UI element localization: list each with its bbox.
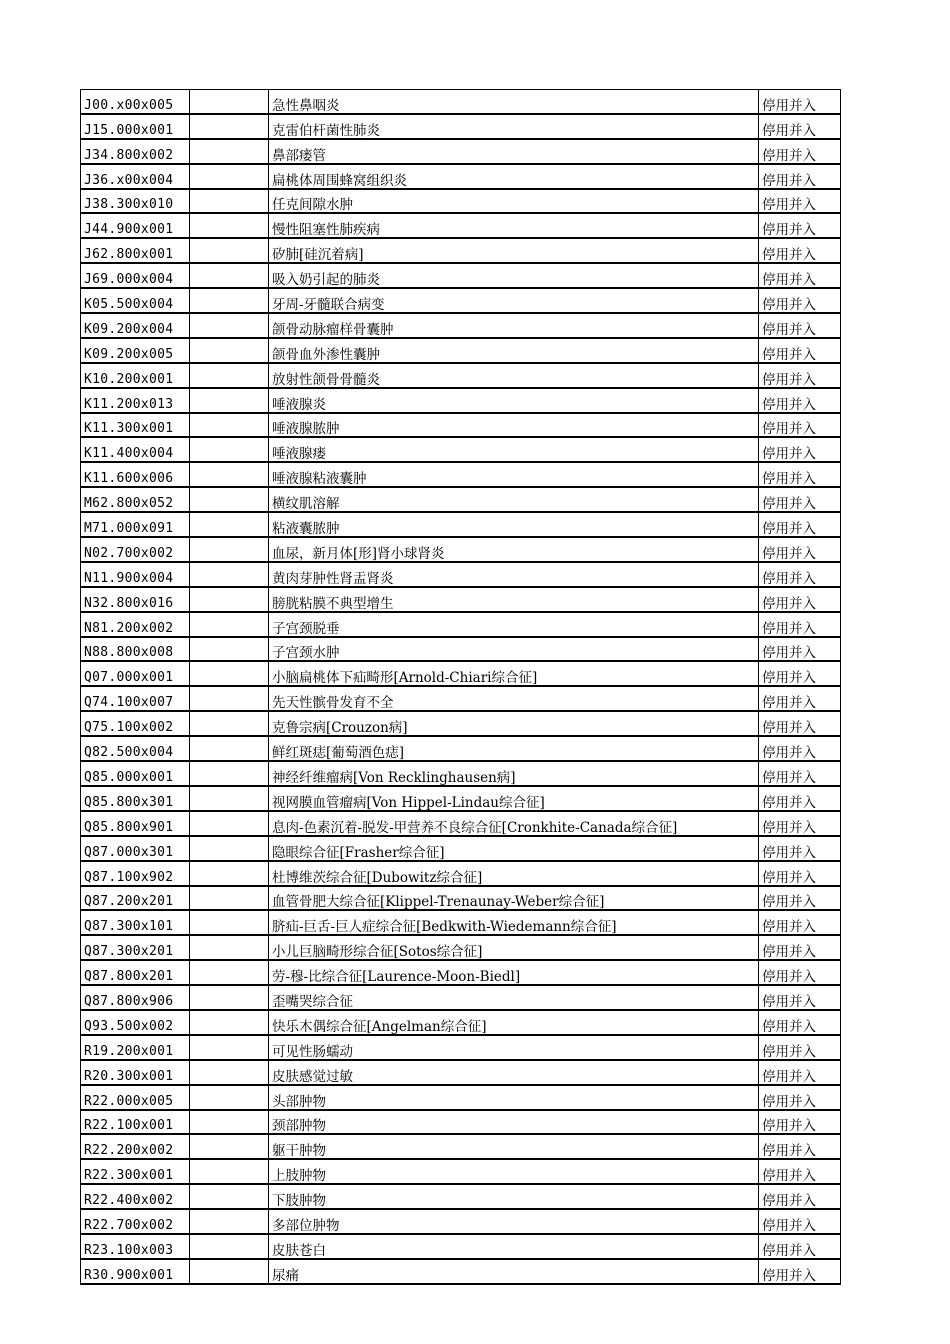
table-row bbox=[81, 711, 841, 736]
table-row bbox=[81, 736, 841, 761]
cell-code: N02.700x002 bbox=[81, 537, 190, 562]
cell-status: 停用并入 bbox=[759, 637, 841, 662]
cell-diagnosis-name: 可见性肠蠕动 bbox=[269, 1035, 759, 1060]
cell-status: 停用并入 bbox=[759, 1234, 841, 1259]
cell-diagnosis-name: 血尿，新月体[形]肾小球肾炎 bbox=[269, 537, 759, 562]
cell-blank bbox=[190, 90, 269, 114]
cell-code: R20.300x001 bbox=[81, 1060, 190, 1085]
table-row bbox=[81, 1035, 841, 1060]
cell-diagnosis-name: 唾液腺粘液囊肿 bbox=[269, 462, 759, 487]
table-row bbox=[81, 836, 841, 861]
cell-diagnosis-name: 息肉-色素沉着-脱发-甲营养不良综合征[Cronkhite-Canada综合征] bbox=[269, 811, 759, 836]
cell-status: 停用并入 bbox=[759, 189, 841, 214]
cell-status: 停用并入 bbox=[759, 562, 841, 587]
cell-diagnosis-name: 横纹肌溶解 bbox=[269, 487, 759, 512]
cell-blank bbox=[190, 836, 269, 861]
cell-blank bbox=[190, 1060, 269, 1085]
cell-blank bbox=[190, 313, 269, 338]
cell-status: 停用并入 bbox=[759, 736, 841, 761]
table-body bbox=[81, 90, 841, 1284]
cell-blank bbox=[190, 512, 269, 537]
cell-diagnosis-name: 多部位肿物 bbox=[269, 1209, 759, 1234]
cell-diagnosis-name: 唾液腺炎 bbox=[269, 388, 759, 413]
cell-diagnosis-name: 歪嘴哭综合征 bbox=[269, 985, 759, 1010]
cell-code: R19.200x001 bbox=[81, 1035, 190, 1060]
table-row bbox=[81, 139, 841, 164]
cell-status: 停用并入 bbox=[759, 487, 841, 512]
cell-diagnosis-name: 视网膜血管瘤病[Von Hippel-Lindau综合征] bbox=[269, 786, 759, 811]
cell-code: J15.000x001 bbox=[81, 114, 190, 139]
cell-diagnosis-name: 任克间隙水肿 bbox=[269, 189, 759, 214]
table-row bbox=[81, 462, 841, 487]
cell-code: J38.300x010 bbox=[81, 189, 190, 214]
cell-status: 停用并入 bbox=[759, 1259, 841, 1284]
cell-status: 停用并入 bbox=[759, 836, 841, 861]
cell-code: Q87.800x906 bbox=[81, 985, 190, 1010]
cell-code: R22.100x001 bbox=[81, 1110, 190, 1135]
cell-code: Q07.000x001 bbox=[81, 661, 190, 686]
cell-diagnosis-name: 吸入奶引起的肺炎 bbox=[269, 263, 759, 288]
table-row bbox=[81, 164, 841, 189]
cell-status: 停用并入 bbox=[759, 686, 841, 711]
table-row bbox=[81, 935, 841, 960]
cell-diagnosis-name: 小脑扁桃体下疝畸形[Arnold-Chiari综合征] bbox=[269, 661, 759, 686]
table-row bbox=[81, 761, 841, 786]
cell-blank bbox=[190, 338, 269, 363]
cell-blank bbox=[190, 612, 269, 637]
cell-code: Q87.300x101 bbox=[81, 910, 190, 935]
cell-diagnosis-name: 粘液囊脓肿 bbox=[269, 512, 759, 537]
cell-blank bbox=[190, 562, 269, 587]
cell-code: Q82.500x004 bbox=[81, 736, 190, 761]
cell-status: 停用并入 bbox=[759, 1159, 841, 1184]
cell-status: 停用并入 bbox=[759, 661, 841, 686]
cell-blank bbox=[190, 114, 269, 139]
cell-diagnosis-name: 慢性阻塞性肺疾病 bbox=[269, 213, 759, 238]
cell-blank bbox=[190, 1110, 269, 1135]
cell-code: Q87.300x201 bbox=[81, 935, 190, 960]
table-row bbox=[81, 213, 841, 238]
cell-status: 停用并入 bbox=[759, 1035, 841, 1060]
cell-diagnosis-name: 皮肤感觉过敏 bbox=[269, 1060, 759, 1085]
cell-code: K11.600x006 bbox=[81, 462, 190, 487]
cell-diagnosis-name: 隐眼综合征[Frasher综合征] bbox=[269, 836, 759, 861]
cell-code: Q85.800x301 bbox=[81, 786, 190, 811]
cell-status: 停用并入 bbox=[759, 1010, 841, 1035]
cell-blank bbox=[190, 363, 269, 388]
cell-diagnosis-name: 急性鼻咽炎 bbox=[269, 90, 759, 114]
cell-code: J36.x00x004 bbox=[81, 164, 190, 189]
cell-code: R30.900x001 bbox=[81, 1259, 190, 1284]
cell-diagnosis-name: 下肢肿物 bbox=[269, 1184, 759, 1209]
cell-status: 停用并入 bbox=[759, 886, 841, 911]
cell-status: 停用并入 bbox=[759, 612, 841, 637]
cell-code: M62.800x052 bbox=[81, 487, 190, 512]
cell-code: K11.200x013 bbox=[81, 388, 190, 413]
cell-status: 停用并入 bbox=[759, 462, 841, 487]
diagnosis-code-table bbox=[80, 89, 841, 1285]
cell-code: K10.200x001 bbox=[81, 363, 190, 388]
cell-code: Q85.800x901 bbox=[81, 811, 190, 836]
cell-status: 停用并入 bbox=[759, 537, 841, 562]
cell-code: N11.900x004 bbox=[81, 562, 190, 587]
cell-diagnosis-name: 唾液腺脓肿 bbox=[269, 413, 759, 438]
cell-status: 停用并入 bbox=[759, 213, 841, 238]
table-row bbox=[81, 90, 841, 114]
table-row bbox=[81, 1259, 841, 1284]
table-row bbox=[81, 686, 841, 711]
table-row bbox=[81, 786, 841, 811]
cell-status: 停用并入 bbox=[759, 861, 841, 886]
cell-status: 停用并入 bbox=[759, 1060, 841, 1085]
table-row bbox=[81, 238, 841, 263]
table-row bbox=[81, 1184, 841, 1209]
table-row bbox=[81, 1134, 841, 1159]
cell-blank bbox=[190, 487, 269, 512]
cell-blank bbox=[190, 238, 269, 263]
cell-status: 停用并入 bbox=[759, 288, 841, 313]
cell-diagnosis-name: 子宫颈脱垂 bbox=[269, 612, 759, 637]
cell-status: 停用并入 bbox=[759, 164, 841, 189]
cell-blank bbox=[190, 1010, 269, 1035]
table-row bbox=[81, 910, 841, 935]
cell-blank bbox=[190, 164, 269, 189]
cell-status: 停用并入 bbox=[759, 960, 841, 985]
cell-diagnosis-name: 子宫颈水肿 bbox=[269, 637, 759, 662]
cell-status: 停用并入 bbox=[759, 1085, 841, 1110]
cell-code: N32.800x016 bbox=[81, 587, 190, 612]
cell-blank bbox=[190, 388, 269, 413]
cell-code: J62.800x001 bbox=[81, 238, 190, 263]
cell-blank bbox=[190, 1259, 269, 1284]
table-row bbox=[81, 562, 841, 587]
cell-status: 停用并入 bbox=[759, 1209, 841, 1234]
cell-status: 停用并入 bbox=[759, 338, 841, 363]
cell-diagnosis-name: 颌骨血外渗性囊肿 bbox=[269, 338, 759, 363]
cell-diagnosis-name: 头部肿物 bbox=[269, 1085, 759, 1110]
table-row bbox=[81, 1010, 841, 1035]
cell-blank bbox=[190, 736, 269, 761]
cell-status: 停用并入 bbox=[759, 786, 841, 811]
cell-blank bbox=[190, 437, 269, 462]
table-row bbox=[81, 587, 841, 612]
cell-blank bbox=[190, 686, 269, 711]
cell-blank bbox=[190, 213, 269, 238]
cell-status: 停用并入 bbox=[759, 363, 841, 388]
cell-blank bbox=[190, 1134, 269, 1159]
cell-blank bbox=[190, 935, 269, 960]
table-row bbox=[81, 413, 841, 438]
cell-blank bbox=[190, 139, 269, 164]
cell-code: K11.300x001 bbox=[81, 413, 190, 438]
table-row bbox=[81, 811, 841, 836]
cell-code: R22.400x002 bbox=[81, 1184, 190, 1209]
table-row bbox=[81, 437, 841, 462]
cell-diagnosis-name: 放射性颌骨骨髓炎 bbox=[269, 363, 759, 388]
cell-diagnosis-name: 颌骨动脉瘤样骨囊肿 bbox=[269, 313, 759, 338]
cell-code: M71.000x091 bbox=[81, 512, 190, 537]
cell-blank bbox=[190, 786, 269, 811]
table-row bbox=[81, 263, 841, 288]
table-row bbox=[81, 189, 841, 214]
cell-status: 停用并入 bbox=[759, 263, 841, 288]
cell-blank bbox=[190, 661, 269, 686]
cell-diagnosis-name: 躯干肿物 bbox=[269, 1134, 759, 1159]
cell-blank bbox=[190, 587, 269, 612]
cell-status: 停用并入 bbox=[759, 512, 841, 537]
cell-diagnosis-name: 小儿巨脑畸形综合征[Sotos综合征] bbox=[269, 935, 759, 960]
cell-code: Q74.100x007 bbox=[81, 686, 190, 711]
cell-diagnosis-name: 扁桃体周围蜂窝组织炎 bbox=[269, 164, 759, 189]
cell-code: Q75.100x002 bbox=[81, 711, 190, 736]
cell-diagnosis-name: 牙周-牙髓联合病变 bbox=[269, 288, 759, 313]
cell-diagnosis-name: 尿痛 bbox=[269, 1259, 759, 1284]
cell-status: 停用并入 bbox=[759, 761, 841, 786]
cell-diagnosis-name: 快乐木偶综合征[Angelman综合征] bbox=[269, 1010, 759, 1035]
cell-blank bbox=[190, 886, 269, 911]
cell-diagnosis-name: 颈部肿物 bbox=[269, 1110, 759, 1135]
cell-diagnosis-name: 鼻部瘘管 bbox=[269, 139, 759, 164]
cell-code: K05.500x004 bbox=[81, 288, 190, 313]
cell-diagnosis-name: 矽肺[硅沉着病] bbox=[269, 238, 759, 263]
cell-code: Q85.000x001 bbox=[81, 761, 190, 786]
table-row bbox=[81, 114, 841, 139]
cell-blank bbox=[190, 263, 269, 288]
cell-status: 停用并入 bbox=[759, 413, 841, 438]
cell-code: Q87.100x902 bbox=[81, 861, 190, 886]
cell-diagnosis-name: 神经纤维瘤病[Von Recklinghausen病] bbox=[269, 761, 759, 786]
cell-code: J69.000x004 bbox=[81, 263, 190, 288]
cell-code: Q93.500x002 bbox=[81, 1010, 190, 1035]
table-row bbox=[81, 1209, 841, 1234]
cell-diagnosis-name: 脐疝-巨舌-巨人症综合征[Bedkwith-Wiedemann综合征] bbox=[269, 910, 759, 935]
cell-status: 停用并入 bbox=[759, 388, 841, 413]
table-row bbox=[81, 512, 841, 537]
table-row bbox=[81, 985, 841, 1010]
cell-blank bbox=[190, 811, 269, 836]
cell-status: 停用并入 bbox=[759, 587, 841, 612]
cell-blank bbox=[190, 761, 269, 786]
table-row bbox=[81, 1159, 841, 1184]
cell-code: J34.800x002 bbox=[81, 139, 190, 164]
cell-code: N81.200x002 bbox=[81, 612, 190, 637]
table-row bbox=[81, 487, 841, 512]
cell-blank bbox=[190, 910, 269, 935]
cell-status: 停用并入 bbox=[759, 90, 841, 114]
cell-diagnosis-name: 杜博维茨综合征[Dubowitz综合征] bbox=[269, 861, 759, 886]
table-row bbox=[81, 886, 841, 911]
cell-code: Q87.200x201 bbox=[81, 886, 190, 911]
table-row bbox=[81, 612, 841, 637]
cell-code: R22.000x005 bbox=[81, 1085, 190, 1110]
cell-code: R22.200x002 bbox=[81, 1134, 190, 1159]
cell-code: K09.200x005 bbox=[81, 338, 190, 363]
cell-status: 停用并入 bbox=[759, 139, 841, 164]
cell-blank bbox=[190, 288, 269, 313]
cell-blank bbox=[190, 1234, 269, 1259]
table-row bbox=[81, 960, 841, 985]
cell-blank bbox=[190, 462, 269, 487]
cell-code: R23.100x003 bbox=[81, 1234, 190, 1259]
table-row bbox=[81, 338, 841, 363]
cell-status: 停用并入 bbox=[759, 437, 841, 462]
cell-code: R22.700x002 bbox=[81, 1209, 190, 1234]
cell-blank bbox=[190, 1209, 269, 1234]
cell-diagnosis-name: 克鲁宗病[Crouzon病] bbox=[269, 711, 759, 736]
cell-blank bbox=[190, 1035, 269, 1060]
table-row bbox=[81, 637, 841, 662]
cell-blank bbox=[190, 985, 269, 1010]
cell-status: 停用并入 bbox=[759, 114, 841, 139]
cell-code: N88.800x008 bbox=[81, 637, 190, 662]
cell-status: 停用并入 bbox=[759, 1110, 841, 1135]
cell-status: 停用并入 bbox=[759, 1134, 841, 1159]
table-row bbox=[81, 1234, 841, 1259]
cell-diagnosis-name: 鲜红斑痣[葡萄酒色痣] bbox=[269, 736, 759, 761]
cell-code: J00.x00x005 bbox=[81, 90, 190, 114]
cell-blank bbox=[190, 537, 269, 562]
table-row bbox=[81, 1110, 841, 1135]
table-row bbox=[81, 288, 841, 313]
table-row bbox=[81, 1085, 841, 1110]
cell-code: K09.200x004 bbox=[81, 313, 190, 338]
table-row bbox=[81, 363, 841, 388]
cell-status: 停用并入 bbox=[759, 1184, 841, 1209]
table-row bbox=[81, 537, 841, 562]
cell-code: R22.300x001 bbox=[81, 1159, 190, 1184]
cell-status: 停用并入 bbox=[759, 910, 841, 935]
cell-blank bbox=[190, 1085, 269, 1110]
table-row bbox=[81, 388, 841, 413]
cell-status: 停用并入 bbox=[759, 711, 841, 736]
cell-diagnosis-name: 克雷伯杆菌性肺炎 bbox=[269, 114, 759, 139]
cell-status: 停用并入 bbox=[759, 313, 841, 338]
cell-diagnosis-name: 膀胱粘膜不典型增生 bbox=[269, 587, 759, 612]
cell-blank bbox=[190, 861, 269, 886]
cell-blank bbox=[190, 189, 269, 214]
cell-code: Q87.800x201 bbox=[81, 960, 190, 985]
cell-status: 停用并入 bbox=[759, 811, 841, 836]
cell-blank bbox=[190, 1159, 269, 1184]
cell-blank bbox=[190, 637, 269, 662]
cell-diagnosis-name: 先天性髌骨发育不全 bbox=[269, 686, 759, 711]
cell-status: 停用并入 bbox=[759, 985, 841, 1010]
cell-code: K11.400x004 bbox=[81, 437, 190, 462]
cell-diagnosis-name: 唾液腺瘘 bbox=[269, 437, 759, 462]
cell-code: J44.900x001 bbox=[81, 213, 190, 238]
cell-status: 停用并入 bbox=[759, 238, 841, 263]
cell-blank bbox=[190, 1184, 269, 1209]
cell-code: Q87.000x301 bbox=[81, 836, 190, 861]
cell-blank bbox=[190, 413, 269, 438]
cell-status: 停用并入 bbox=[759, 935, 841, 960]
table-row bbox=[81, 861, 841, 886]
table-row bbox=[81, 661, 841, 686]
cell-diagnosis-name: 上肢肿物 bbox=[269, 1159, 759, 1184]
cell-diagnosis-name: 劳-穆-比综合征[Laurence-Moon-Biedl] bbox=[269, 960, 759, 985]
cell-blank bbox=[190, 960, 269, 985]
table-row bbox=[81, 313, 841, 338]
cell-diagnosis-name: 血管骨肥大综合征[Klippel-Trenaunay-Weber综合征] bbox=[269, 886, 759, 911]
table-row bbox=[81, 1060, 841, 1085]
cell-diagnosis-name: 皮肤苍白 bbox=[269, 1234, 759, 1259]
cell-diagnosis-name: 黄肉芽肿性肾盂肾炎 bbox=[269, 562, 759, 587]
cell-blank bbox=[190, 711, 269, 736]
